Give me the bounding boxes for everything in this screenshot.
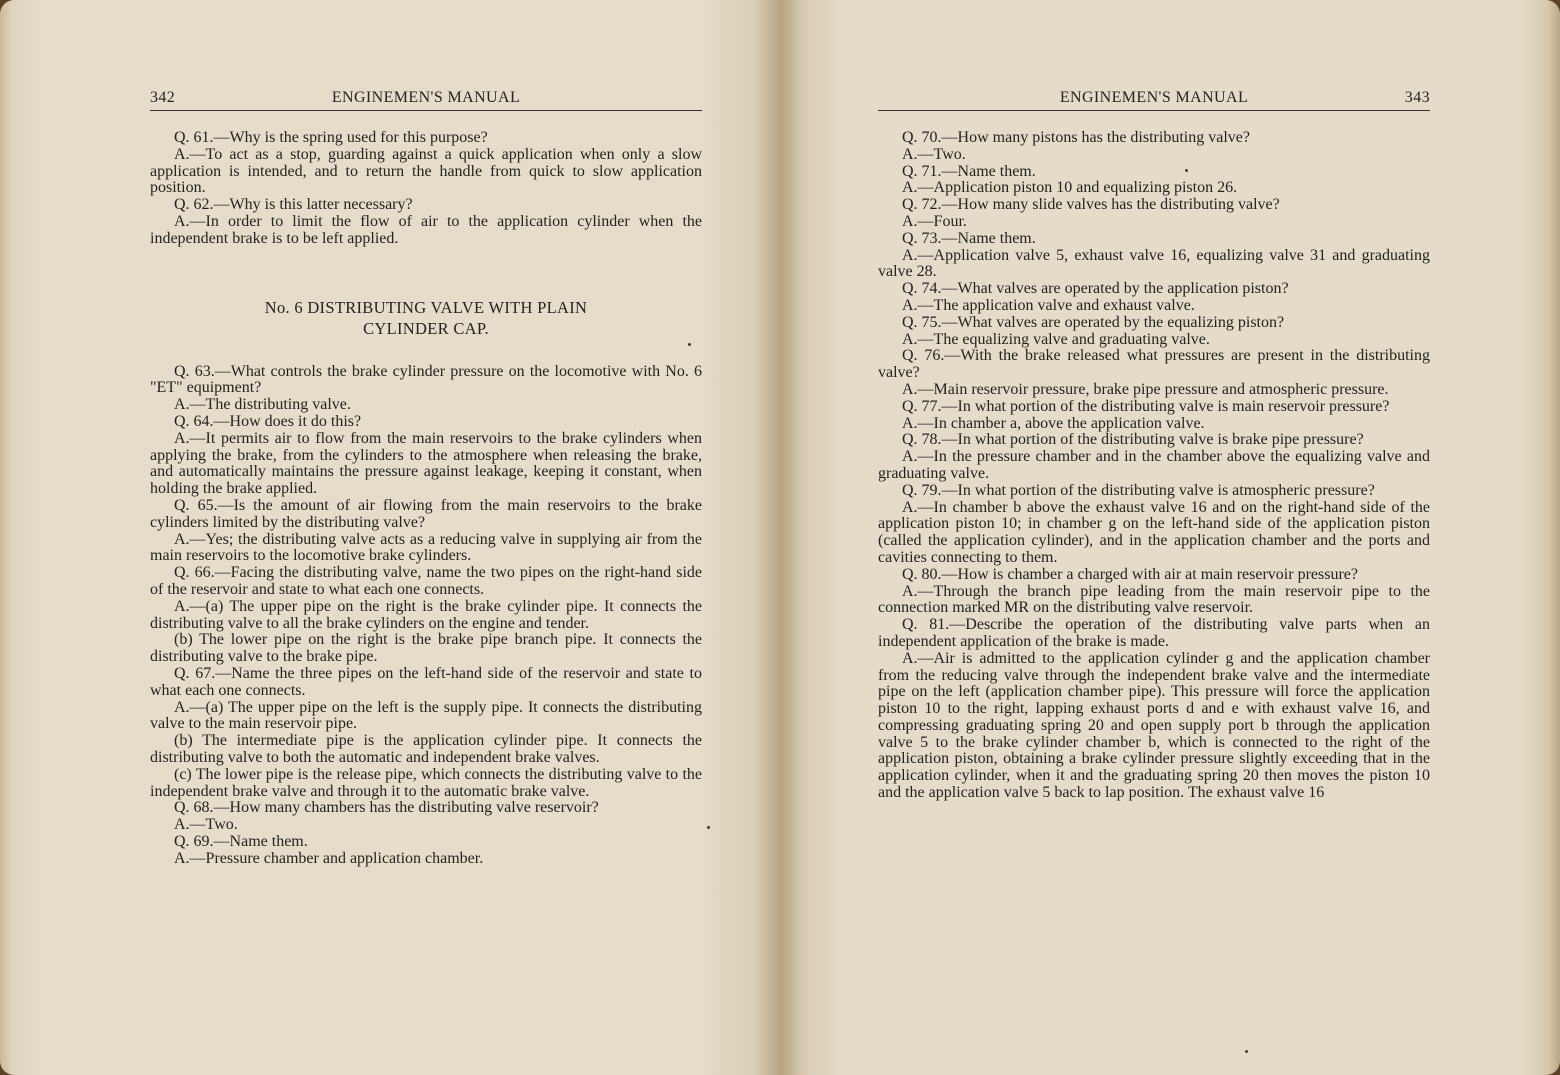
paragraph: Q. 79.—In what portion of the distributing valve is atmospheric pressure? [902,481,1375,499]
paragraph: Q. 76.—With the brake released what pressures are present in the distributing valve? [878,347,1430,382]
paragraph: A.—Pressure chamber and application chamber. [174,849,484,867]
section-heading [150,297,702,339]
paragraph: A.—The distributing valve. [174,396,351,414]
paragraph: (b) The lower pipe on the right is the brake pipe branch pipe. It connects the distributing valve to the brake pipe. [150,631,702,666]
paragraph: A.—Air is admitted to the application cylinder g and the application chamber from the reducing valve through the independent brake valve and the intermediate pipe on the left (application chamber pipe). This pressure will force the application piston 10 to the right, lapping exhaust ports d and e with exhaust valve 16, and compressing graduating spring 20 and open supply port b through the application valve 5 to the brake cylinder chamber b, which is connected to the right of the application piston, obtaining a brake cylinder pressure slightly exceeding that in the application cylinder, when it and the graduating spring 20 then moves the piston 10 and the application valve 5 back to lap position. The exhaust valve 16 [878,649,1430,802]
paragraph: Q. 69.—Name them. [174,832,308,850]
right-page-header [878,86,1430,110]
paragraph: Q. 77.—In what portion of the distributing valve is main reservoir pressure? [902,397,1390,415]
right-running-title: ENGINEMEN'S MANUAL [1059,89,1249,106]
paragraph: (b) The intermediate pipe is the application cylinder pipe. It connects the distributing valve to both the automatic and independent brake valves. [150,732,702,766]
paragraph: Q. 63.—What controls the brake cylinder pressure on the locomotive with No. 6 "ET" equipment? [150,362,702,397]
paragraph: (c) The lower pipe is the release pipe, which connects the distributing valve to the independent brake valve and through it to the automatic brake valve. [150,765,702,800]
paragraph: Q. 64.—How does it do this? [174,412,362,430]
right-page-number: 343 [1404,89,1430,106]
ink-speck [1185,169,1188,172]
paragraph: A.—In chamber a, above the application valve. [902,414,1205,432]
paragraph: Q. 62.—Why is this latter necessary? [174,196,413,214]
paragraph: A.—The application valve and exhaust valve. [902,296,1195,314]
right-page-body [878,130,1430,802]
paragraph: A.—Two. [902,145,966,163]
paragraph: Q. 71.—Name them. [902,162,1036,180]
paragraph: A.—Main reservoir pressure, brake pipe pressure and atmospheric pressure. [902,380,1389,398]
ink-speck [688,343,691,346]
right-page [780,0,1560,1075]
left-running-title: ENGINEMEN'S MANUAL [331,89,521,106]
paragraph: A.—Yes; the distributing valve acts as a reducing valve in supplying air from the main reservoirs to the locomotive brake cylinders. [150,530,702,565]
left-page-header [150,86,702,110]
paragraph: A.—Application piston 10 and equalizing piston 26. [902,179,1238,197]
paragraph: A.—It permits air to flow from the main reservoirs to the brake cylinders when applying the brake, from the cylinders to the atmosphere when releasing the brake, and automatically maintains the pressure against leakage, keeping it constant, when holding the brake applied. [150,429,702,498]
paragraph: A.—Through the branch pipe leading from the main reservoir pipe to the connection marked MR on the distributing valve reservoir. [878,582,1430,617]
paragraph: Q. 73.—Name them. [902,229,1036,247]
left-header-rule [150,110,702,111]
paragraph: A.—The equalizing valve and graduating valve. [902,330,1210,348]
paragraph: Q. 65.—Is the amount of air flowing from the main reservoirs to the brake cylinders limited by the distributing valve? [150,496,702,531]
left-page-number: 342 [150,89,176,106]
paragraph: Q. 67.—Name the three pipes on the left-hand side of the reservoir and state to what each one connects. [150,664,702,699]
paragraph: Q. 74.—What valves are operated by the application piston? [902,280,1289,298]
paragraph: A.—Four. [902,212,967,230]
paragraph: Q. 66.—Facing the distributing valve, name the two pipes on the right-hand side of the reservoir and state to what each one connects. [150,564,702,598]
paragraph: Q. 78.—In what portion of the distributing valve is brake pipe pressure? [902,431,1364,449]
ink-speck [1245,1050,1248,1053]
paragraph: A.—To act as a stop, guarding against a quick application when only a slow application is intended, and to return the handle from quick to slow application position. [150,145,702,197]
paragraph: Q. 68.—How many chambers has the distributing valve reservoir? [174,799,599,817]
paragraph: Q. 70.—How many pistons has the distributing valve? [902,129,1250,146]
left-page-body [150,130,702,867]
paragraph: Q. 72.—How many slide valves has the distributing valve? [902,196,1280,214]
section-heading-line-2: CYLINDER CAP. [363,318,489,338]
paragraph: A.—In order to limit the flow of air to the application cylinder when the independent brake is to be left applied. [150,212,702,247]
paragraph: A.—(a) The upper pipe on the left is the supply pipe. It connects the distributing valve to the main reservoir pipe. [150,698,702,733]
right-header-rule [878,110,1430,111]
ink-speck [707,826,710,829]
paragraph: A.—Application valve 5, exhaust valve 16, equalizing valve 31 and graduating valve 28. [878,246,1430,281]
paragraph: Q. 75.—What valves are operated by the equalizing piston? [902,313,1285,331]
paragraph: A.—In the pressure chamber and in the chamber above the equalizing valve and graduating valve. [878,448,1430,482]
paragraph: Q. 61.—Why is the spring used for this purpose? [174,129,488,146]
paragraph: A.—Two. [174,816,238,834]
paragraph: A.—(a) The upper pipe on the right is the brake cylinder pipe. It connects the distributing valve to all the brake cylinders on the engine and tender. [150,597,702,632]
paragraph: Q. 80.—How is chamber a charged with air at main reservoir pressure? [902,565,1358,583]
section-heading-line-1: No. 6 DISTRIBUTING VALVE WITH PLAIN [264,297,588,317]
paragraph: Q. 81.—Describe the operation of the distributing valve parts when an independent application of the brake is made. [878,616,1430,650]
paragraph: A.—In chamber b above the exhaust valve 16 and on the right-hand side of the application piston 10; in chamber g on the left-hand side of the application piston (called the application cylinder), and in the application chamber and the ports and cavities connecting to them. [878,498,1430,566]
